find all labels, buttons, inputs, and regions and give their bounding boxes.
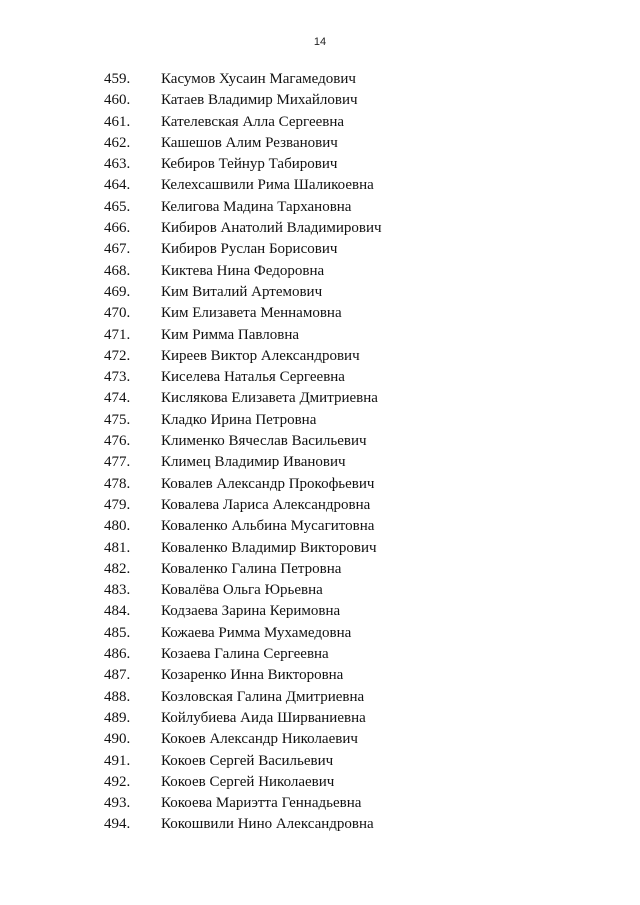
- list-item-name: Кателевская Алла Сергеевна: [161, 113, 345, 130]
- name-list: [0, 69, 640, 836]
- list-item: [0, 346, 640, 367]
- list-item-name: Ким Римма Павловна: [161, 326, 300, 343]
- list-item: [0, 154, 640, 175]
- list-item-name: Кибиров Руслан Борисович: [161, 241, 338, 258]
- list-item-name: Киселева Наталья Сергеевна: [161, 369, 345, 386]
- list-item: [0, 367, 640, 388]
- list-item-name: Козаренко Инна Викторовна: [161, 667, 344, 684]
- list-item-name: Козаева Галина Сергеевна: [161, 646, 329, 663]
- list-item: [0, 474, 640, 495]
- list-item-name: Климец Владимир Иванович: [161, 454, 346, 471]
- list-item-number: 470.: [104, 305, 131, 322]
- list-item-number: 482.: [104, 560, 131, 577]
- list-item: [0, 729, 640, 750]
- list-item-number: 464.: [104, 177, 131, 194]
- list-item-number: 472.: [104, 347, 131, 364]
- list-item-number: 487.: [104, 667, 131, 684]
- list-item-name: Ковалева Лариса Александровна: [161, 496, 371, 513]
- list-item: [0, 793, 640, 814]
- list-item: [0, 772, 640, 793]
- list-item-number: 479.: [104, 496, 131, 513]
- list-item-name: Кокоева Мариэтта Геннадьевна: [161, 795, 362, 812]
- list-item: [0, 410, 640, 431]
- list-item: [0, 69, 640, 90]
- list-item: [0, 239, 640, 260]
- list-item: [0, 197, 640, 218]
- list-item-number: 493.: [104, 795, 131, 812]
- list-item: [0, 388, 640, 409]
- list-item-name: Клименко Вячеслав Васильевич: [161, 433, 367, 450]
- list-item-number: 476.: [104, 433, 131, 450]
- list-item-name: Козловская Галина Дмитриевна: [161, 688, 365, 705]
- list-item-name: Ковалев Александр Прокофьевич: [161, 475, 375, 492]
- list-item: [0, 814, 640, 835]
- list-item-number: 489.: [104, 709, 131, 726]
- list-item-name: Кокошвили Нино Александровна: [161, 816, 374, 833]
- list-item-number: 468.: [104, 262, 131, 279]
- list-item: [0, 495, 640, 516]
- list-item-name: Киреев Виктор Александрович: [161, 347, 360, 364]
- list-item-number: 474.: [104, 390, 131, 407]
- list-item-number: 481.: [104, 539, 131, 556]
- list-item-name: Катаев Владимир Михайлович: [161, 92, 358, 109]
- list-item-number: 492.: [104, 773, 131, 790]
- list-item-number: 488.: [104, 688, 131, 705]
- list-item: [0, 580, 640, 601]
- list-item: [0, 601, 640, 622]
- list-item-number: 486.: [104, 646, 131, 663]
- list-item-name: Кокоев Сергей Николаевич: [161, 773, 335, 790]
- list-item-name: Кибиров Анатолий Владимирович: [161, 220, 382, 237]
- list-item: [0, 623, 640, 644]
- list-item-number: 459.: [104, 71, 131, 87]
- list-item-name: Кокоев Александр Николаевич: [161, 731, 358, 748]
- list-item: [0, 538, 640, 559]
- list-item: [0, 559, 640, 580]
- list-item-name: Ковалёва Ольга Юрьевна: [161, 582, 323, 599]
- list-item: [0, 261, 640, 282]
- list-item-number: 461.: [104, 113, 131, 130]
- list-item-number: 463.: [104, 156, 131, 173]
- list-item-number: 490.: [104, 731, 131, 748]
- list-item-name: Коваленко Альбина Мусагитовна: [161, 518, 375, 535]
- list-item-name: Кебиров Тейнур Табирович: [161, 156, 338, 173]
- list-item-number: 485.: [104, 624, 131, 641]
- list-item: [0, 218, 640, 239]
- list-item-name: Келигова Мадина Тархановна: [161, 198, 352, 215]
- list-item: [0, 90, 640, 111]
- list-item-number: 471.: [104, 326, 131, 343]
- list-item: [0, 751, 640, 772]
- list-item: [0, 175, 640, 196]
- list-item-number: 466.: [104, 220, 131, 237]
- list-item-name: Касумов Хусаин Магамедович: [161, 71, 356, 87]
- list-item: [0, 452, 640, 473]
- list-item-name: Кокоев Сергей Васильевич: [161, 752, 334, 769]
- list-item-name: Кашешов Алим Резванович: [161, 134, 338, 151]
- list-item-name: Кожаева Римма Мухамедовна: [161, 624, 352, 641]
- list-item-number: 475.: [104, 411, 131, 428]
- list-item-number: 469.: [104, 283, 131, 300]
- list-item-number: 491.: [104, 752, 131, 769]
- list-item-number: 478.: [104, 475, 131, 492]
- list-item: [0, 516, 640, 537]
- list-item-name: Коваленко Галина Петровна: [161, 560, 342, 577]
- list-item-name: Ким Виталий Артемович: [161, 283, 323, 300]
- list-item: [0, 133, 640, 154]
- list-item: [0, 112, 640, 133]
- list-item-number: 480.: [104, 518, 131, 535]
- list-item-number: 494.: [104, 816, 131, 833]
- list-item-number: 483.: [104, 582, 131, 599]
- list-item-name: Киктева Нина Федоровна: [161, 262, 325, 279]
- list-item: [0, 644, 640, 665]
- list-item: [0, 708, 640, 729]
- list-item-number: 467.: [104, 241, 131, 258]
- list-item-name: Кислякова Елизавета Дмитриевна: [161, 390, 378, 407]
- list-item-number: 484.: [104, 603, 131, 620]
- list-item-number: 465.: [104, 198, 131, 215]
- list-item-name: Кодзаева Зарина Керимовна: [161, 603, 341, 620]
- list-item-name: Кладко Ирина Петровна: [161, 411, 317, 428]
- list-item: [0, 282, 640, 303]
- list-item-number: 473.: [104, 369, 131, 386]
- list-item: [0, 665, 640, 686]
- page-number: 14: [313, 36, 327, 48]
- list-item: [0, 303, 640, 324]
- list-item: [0, 431, 640, 452]
- list-item-name: Ким Елизавета Меннамовна: [161, 305, 342, 322]
- list-item-name: Келехсашвили Рима Шаликоевна: [161, 177, 374, 194]
- list-item-number: 460.: [104, 92, 131, 109]
- list-item-number: 477.: [104, 454, 131, 471]
- list-item: [0, 325, 640, 346]
- list-item: [0, 687, 640, 708]
- list-item-name: Койлубиева Аида Ширваниевна: [161, 709, 366, 726]
- list-item-number: 462.: [104, 134, 131, 151]
- list-item-name: Коваленко Владимир Викторович: [161, 539, 377, 556]
